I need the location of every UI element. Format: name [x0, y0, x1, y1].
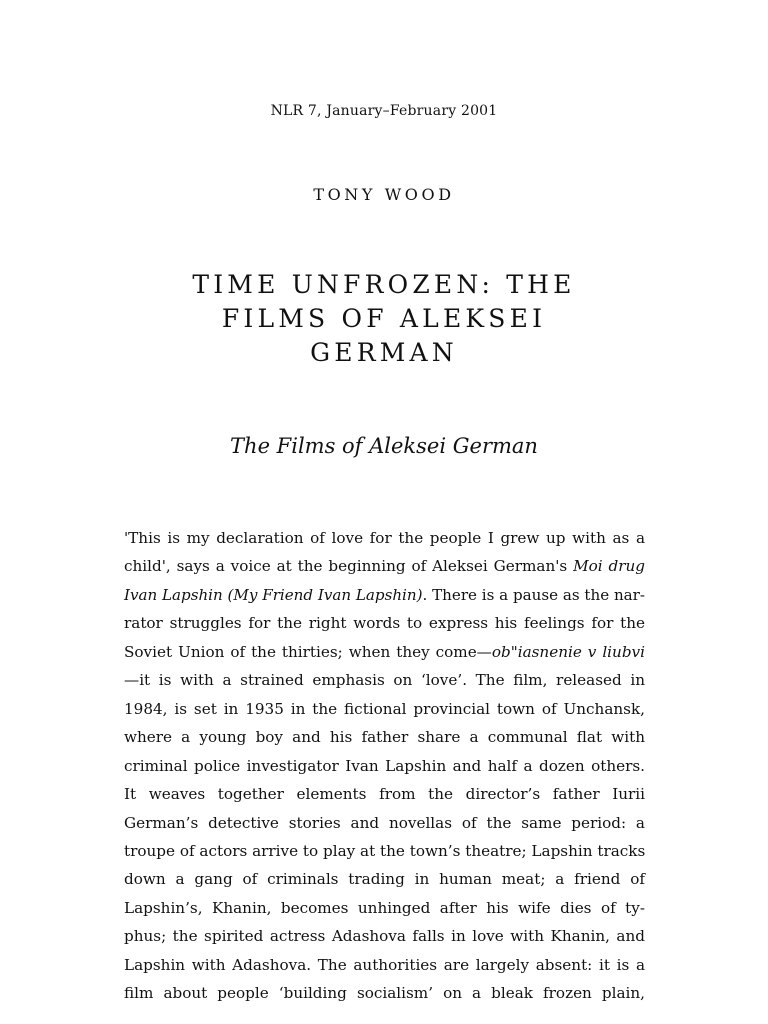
body-line: [124, 951, 645, 979]
body-line: [124, 609, 645, 637]
title-line: GERMAN: [310, 338, 458, 367]
body-text: [124, 524, 645, 1008]
body-line: [124, 922, 645, 950]
text-run: where a young boy and his father share a communal flat with: [124, 728, 645, 747]
title-line: FILMS OF ALEKSEI: [221, 304, 547, 333]
italic-run: Ivan Lapshin (My Friend Ivan Lapshin): [124, 585, 423, 604]
text-run: . There is a pause as the nar-: [422, 585, 645, 604]
body-line: [124, 695, 645, 723]
title-line: TIME UNFROZEN: THE: [192, 270, 576, 299]
text-run: down a gang of criminals trading in human meat; a friend of: [124, 870, 645, 889]
journal-reference: NLR 7, January–February 2001: [270, 103, 498, 119]
body-line: [124, 666, 645, 694]
body-line: [124, 723, 645, 751]
body-line: [124, 552, 645, 580]
text-run: It weaves together elements from the director’s father Iurii: [124, 785, 645, 804]
text-run: Lapshin’s, Khanin, becomes unhinged after his wife dies of ty-: [124, 898, 645, 917]
body-line: [124, 809, 645, 837]
text-run: criminal police investigator Ivan Lapshin and half a dozen others.: [124, 756, 645, 775]
italic-run: Moi drug: [573, 557, 645, 576]
article-title: [84, 268, 684, 370]
body-line: [124, 865, 645, 893]
body-line: [124, 524, 645, 552]
text-run: film about people ‘building socialism’ on a bleak frozen plain,: [124, 984, 645, 1003]
text-run: —it is with a strained emphasis on ‘love’. The film, released in: [124, 671, 645, 690]
text-run: child', says a voice at the beginning of Aleksei German's: [124, 557, 574, 576]
article-subtitle: The Films of Aleksei German: [230, 434, 538, 458]
text-run: 'This is my declaration of love for the people I grew up with as a: [124, 529, 645, 547]
text-run: phus; the spirited actress Adashova falls in love with Khanin, and: [124, 927, 645, 946]
article-author: TONY WOOD: [313, 185, 455, 204]
text-run: Lapshin with Adashova. The authorities are largely absent: it is a: [124, 955, 645, 974]
text-run: German’s detective stories and novellas of the same period: a: [124, 813, 645, 832]
body-line: [124, 979, 645, 1007]
text-run: Soviet Union of the thirties; when they come—: [124, 642, 492, 661]
body-line: [124, 581, 645, 609]
text-run: rator struggles for the right words to express his feelings for the: [124, 614, 645, 633]
body-line: [124, 638, 645, 666]
body-line: [124, 780, 645, 808]
body-line: [124, 894, 645, 922]
italic-run: ob"iasnenie v liubvi: [491, 642, 645, 661]
body-line: [124, 837, 645, 865]
text-run: troupe of actors arrive to play at the town’s theatre; Lapshin tracks: [124, 841, 646, 860]
body-line: [124, 752, 645, 780]
text-run: 1984, is set in 1935 in the fictional provincial town of Unchansk,: [124, 699, 645, 718]
